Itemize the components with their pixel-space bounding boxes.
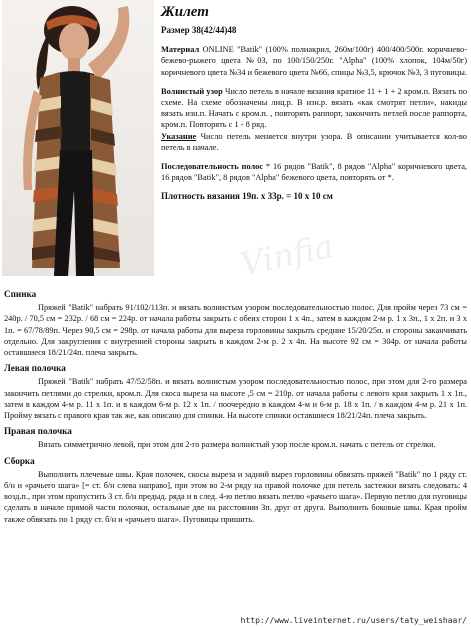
section-right-front [4,426,467,450]
section-back [4,289,467,358]
sequence-text: 16 рядов "Batik", 8 рядов "Alpha" коричневого цвета, 16 рядов "Batik", 8 рядов "Alpha" бежевого цвета, повторять от *. [161,162,468,183]
size-line: Размер 38(42/44)48 [161,25,237,35]
header-column [161,4,467,203]
note-text: Число петель меняется внутри узора. В описании учитывается кол-во петель в начале. [161,131,467,152]
source-link[interactable]: http://www.liveinternet.ru/users/taty_weishaar/ [240,616,467,625]
section-title: Спинка [4,289,37,299]
section-title: Правая полочка [4,426,72,437]
section-text: Пряжей "Batik" набрать 91/102/113п. и вязать волнистым узором последовательностью полос. Для пройм через 73 см = 240р. / 70,5 см = 232р. / 68 см = 224р. от начала работы закрыть с обеих сторон 1 х 4п., затем в каждом 2-м р. 1 х 3п., 1 х 2п. и 3 х 1п. = 67/78/89п. Через 90,5 см = 298р. от начала работы для выреза горловины закрыть средние 15/20/25п. и стороны заканчивать отдельно. Для закругления с внутренней стороны закрыть в каждом 2-м р. 2 х 4п. На высоте 92 см = 304р. от начала работы оставшиеся 18/21/24п. плеча закрыть. [4,303,467,358]
section-text: Вязать симметрично левой, при этом для 2-го размера волнистый узор после кром.п. начать с петель от стрелки. [38,440,436,450]
instructions [4,286,467,530]
wave-pattern-label: Волнистый узор [161,86,223,96]
note-label: Указание [161,131,197,141]
watermark: Vinfia [237,226,337,284]
section-text: Выполнить плечевые швы. Края полочек, скосы выреза и задний вырез горловины обвязать пряжей "Batik" по 1 ряду ст. б/н и «рачьего шага» [= ст. б/н слева направо], при этом во 2-м ряду на правой полочке для петель застежки вязать следовать: 4 возд.п., при этом пропустить 3 ст. б/н предыд. ряда и в след. 4-ю петлю вязать петлю «рачьего шага». Первую петлю для пуговицы сделать в начале прямой части полочки, остальные две на расстоянии 3п. друг от друга. Выполнить боковые швы. Края пройм также обвязать по 1 ряду ст. б/н и «рачьего шага». Пуговицы пришить. [4,469,467,524]
section-left-front [4,363,467,421]
material-label: Материал [161,45,200,55]
density-line: Плотность вязания 19п. х 33р. = 10 х 10 см [161,191,333,202]
material-text: ONLINE "Batik" (100% полиакрил, 260м/100г) 400/400/500г. коричнево-бежево-рыжего цвета №03, по 100/150/250г. "Alpha" (100% хлопок, 104м/50г) коричневого цвета №34 и бежевого цвета №66, спицы №3,5, крючок №3, 3 пуговицы. [161,45,467,77]
page-title: Жилет [161,4,209,20]
sequence-label: Последовательность полос [161,162,264,172]
material-paragraph [161,44,467,78]
wave-pattern-text: Число петель в начале вязания кратное 11 + 1 + 2 кром.п. Вязать по схеме. На схеме обозначены лиц.р. В изн.р. вязать «как смотрят петли», накиды вязать изн.п. Начать с кром.п. , повторять раппорт, закончить петлей после раппорта, кром.п. Повторять с 1 - 8 ряд. [161,86,468,130]
section-title: Сборка [4,455,35,466]
wave-pattern-paragraph [161,86,467,153]
section-assembly [4,456,467,525]
section-text: Пряжей "Batik" набрать 47/52/58п. и вязать волнистым узором последовательностью полос, при этом для 2-го размера закончить петлями до стрелки, кром.п. Для скоса выреза на высоте ,5 см = 210р. от начала работы с левого края закрыть 1 х 1п., затем в каждом 4-м р. 11 х 1п. и в каждом 6-м р. 12 х 1п. / поочередно в каждом 4-м и 6-м р. 18 х 1п. / в каждом 4-м р. 21 х 1п. Пройму вязать с правого края так же, как описано для спинки. На высоте спинки оставшиеся 18/21/24п. плеча закрыть. [4,377,467,421]
section-title: Левая полочка [4,363,66,374]
model-photo [2,0,154,276]
sequence-paragraph: Последовательность полос * 16 рядов "Batik", 8 рядов "Alpha" коричневого цвета, 16 рядов "Batik", 8 рядов "Alpha" бежевого цвета, повторять от *. [161,162,468,183]
